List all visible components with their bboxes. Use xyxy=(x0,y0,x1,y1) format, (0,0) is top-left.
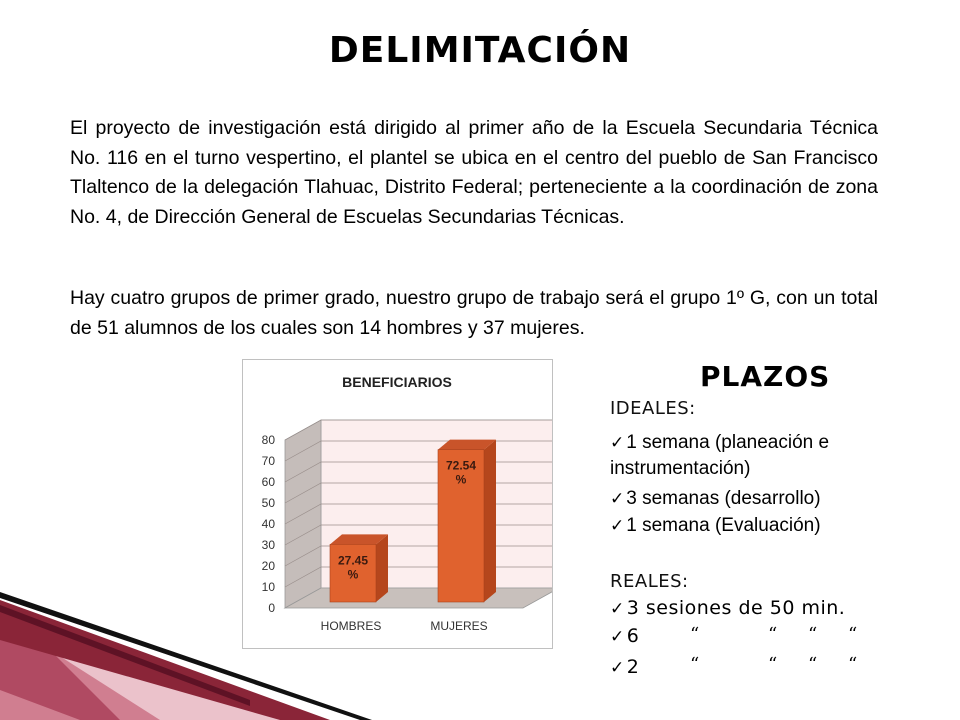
chart-canvas xyxy=(243,360,552,648)
chart-title: BENEFICIARIOS xyxy=(342,374,452,390)
y-tick-label: 10 xyxy=(261,580,275,594)
data-label: 27.45 % xyxy=(337,553,369,582)
beneficiarios-chart xyxy=(242,359,553,649)
check-icon: ✓ xyxy=(610,599,625,619)
real-item xyxy=(610,656,639,678)
chart-plot xyxy=(262,420,552,633)
ditto-mark: “ xyxy=(690,624,700,645)
y-tick-label: 20 xyxy=(261,559,275,573)
groups-paragraph: Hay cuatro grupos de primer grado, nuestro grupo de trabajo será el grupo 1º G, con un total de 51 alumnos de los cuales son 14 hombres y 37 mujeres. xyxy=(70,287,878,339)
ideal-item xyxy=(610,430,882,481)
real-item-text: 2 xyxy=(626,656,640,678)
real-item-text: 6 xyxy=(626,625,640,647)
y-tick-label: 0 xyxy=(268,601,275,615)
ditto-mark: “ xyxy=(808,624,818,645)
ditto-mark: “ xyxy=(768,624,778,645)
plazos-heading: PLAZOS xyxy=(700,360,831,393)
real-item-text: 3 sesiones de 50 min. xyxy=(626,597,846,619)
x-tick-label: HOMBRES xyxy=(320,619,382,633)
ideal-item xyxy=(610,513,882,539)
y-tick-label: 30 xyxy=(261,538,275,552)
ideal-item-text: 3 semanas (desarrollo) xyxy=(626,488,821,509)
y-tick-label: 80 xyxy=(261,433,275,447)
reales-label: REALES: xyxy=(610,571,689,592)
bar-side xyxy=(484,440,496,602)
ditto-mark: “ xyxy=(848,624,858,645)
check-icon: ✓ xyxy=(610,658,625,678)
real-item xyxy=(610,625,639,647)
x-tick-label: MUJERES xyxy=(430,619,488,633)
data-label: 72.54 % xyxy=(445,458,477,487)
bar-side xyxy=(376,534,388,602)
y-tick-label: 70 xyxy=(261,454,275,468)
ditto-mark: “ xyxy=(690,654,700,675)
y-tick-label: 60 xyxy=(261,475,275,489)
ideal-item-text: 1 semana (planeación e instrumentación) xyxy=(610,432,830,479)
y-tick-label: 50 xyxy=(261,496,275,510)
check-icon: ✓ xyxy=(610,627,625,647)
page-title: DELIMITACIÓN xyxy=(328,30,632,71)
ideal-item xyxy=(610,486,882,512)
ideales-label: IDEALES: xyxy=(610,398,696,419)
ditto-mark: “ xyxy=(768,654,778,675)
y-tick-label: 40 xyxy=(261,517,275,531)
check-icon: ✓ xyxy=(610,516,625,536)
real-item xyxy=(610,597,845,619)
ideal-item-text: 1 semana (Evaluación) xyxy=(626,515,821,536)
intro-paragraph: El proyecto de investigación está dirigido al primer año de la Escuela Secundaria Técnica No. 116 en el turno vespertino, el plantel se ubica en el centro del pueblo de San Francisco Tlaltenco de la delegación Tlahuac, Distrito Federal; perteneciente a la coordinación de zona No. 4, de Dirección General de Escuelas Secundarias Técnicas. xyxy=(70,117,878,228)
check-icon: ✓ xyxy=(610,433,625,453)
ditto-mark: “ xyxy=(848,654,858,675)
check-icon: ✓ xyxy=(610,489,625,509)
chart-floor xyxy=(285,588,552,608)
ditto-mark: “ xyxy=(808,654,818,675)
